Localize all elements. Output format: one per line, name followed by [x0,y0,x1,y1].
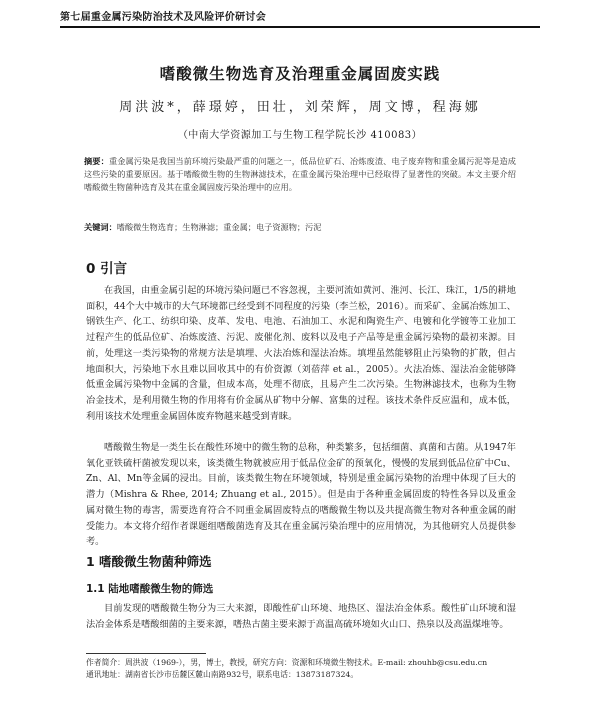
keywords [84,221,516,234]
abstract-label: 摘要： [84,156,109,166]
intro-paragraph-1: 在我国，由重金属引起的环境污染问题已不容忽视，主要河流如黄河、淮河、长江、珠江，1/5的耕地面积，44个大中城市的大气环境都已经受到不同程度的污染（李兰松，2016）。而采矿、金属冶炼加工、钢铁生产、化工、纺织印染、皮革、发电、电池、石油加工、水泥和陶瓷生产、电镀和化学镀等工业加工过程产生的低品位矿、冶炼废渣、污泥、废催化剂、废料以及电子产品等是重金属污染物的最初来源。目前，处理这一类污染物的常规方法是填埋、火法冶炼和湿法冶炼。填埋虽然能够阻止污染物的扩散，但占地面积大，污染地下水且难以回收其中的有价资源（刘蓓萍 et al.，2005）。火法冶炼、湿法冶金能够降低重金属污染物中金属的含量，但成本高，处理不彻底，且易产生二次污染。生物淋滤技术，也称为生物冶金技术，是利用微生物的作用将有价金属从矿物中分解、富集的过程。该技术条件反应温和，成本低，利用该技术处理重金属固体废弃物越来越受到青睐。 [86,285,516,422]
footnote-divider [86,653,206,654]
abstract-text: 重金属污染是我国当前环境污染最严重的问题之一，低品位矿石、冶炼废渣、电子废弃物和重金属污泥等是造成这些污染的重要原因。基于嗜酸微生物的生物淋滤技术，在重金属污染治理中已经取得了显著性的突破。本文主要介绍嗜酸微生物菌种选育及其在重金属固废污染治理中的应用。 [84,156,516,192]
footnote-address: 通讯地址：湖南省长沙市岳麓区麓山南路932号，联系电话：13873187324。 [86,670,359,679]
subsection-heading-land: 1.1 陆地嗜酸微生物的筛选 [86,583,214,595]
section-heading-intro: 0 引言 [86,261,128,277]
paper-title: 嗜酸微生物选育及治理重金属固废实践 [159,65,441,83]
running-header: 第七届重金属污染防治技术及风险评价研讨会 [60,8,540,28]
affiliation: （中南大学资源加工与生物工程学院长沙 410083） [177,130,423,141]
screening-paragraph-1: 目前发现的嗜酸微生物分为三大来源，即酸性矿山环境、地热区、湿法冶金体系。酸性矿山环境和湿法冶金体系是嗜酸细菌的主要来源，嗜热古菌主要来源于高温高硫环境如火山口、热泉以及高温煤堆等。 [86,603,516,630]
intro-paragraph-2: 嗜酸微生物是一类生长在酸性环境中的微生物的总称，种类繁多，包括细菌、真菌和古菌。从1947年氧化亚铁硫杆菌被发现以来，该类微生物就被应用于低品位金矿的预氧化，慢慢的发展到低品位矿中Cu、Zn、Al、Mn等金属的浸出。目前，该类微生物在环境领域，特别是重金属污染物的治理中体现了巨大的潜力（Mishra & Rhee, 2014; Zhuang et al., 2015）。但是由于各种重金属固废的特性各异以及重金属对微生物的毒害，需要选育符合不同重金属固废特点的嗜酸微生物以及共提高微生物对各种重金属的耐受能力。本文将介绍作者课题组嗜酸菌选育及其在重金属污染治理中的应用情况，为其他研究人员提供参考。 [86,442,516,548]
abstract [84,155,516,194]
footnote [86,657,516,681]
author-list: 周洪波*，薛璟婷，田壮，刘荣辉，周文博，程海娜 [119,100,481,115]
footnote-author-info: 作者简介：周洪波（1969-），男，博士，教授，研究方向：资源和环境微生物技术。E-mail: zhouhb@csu.edu.cn [86,658,488,667]
keywords-label: 关键词： [84,222,117,232]
keywords-text: 嗜酸微生物选育；生物淋滤；重金属；电子资源物；污泥 [116,222,322,232]
section-heading-screening: 1 嗜酸微生物菌种筛选 [86,554,212,569]
